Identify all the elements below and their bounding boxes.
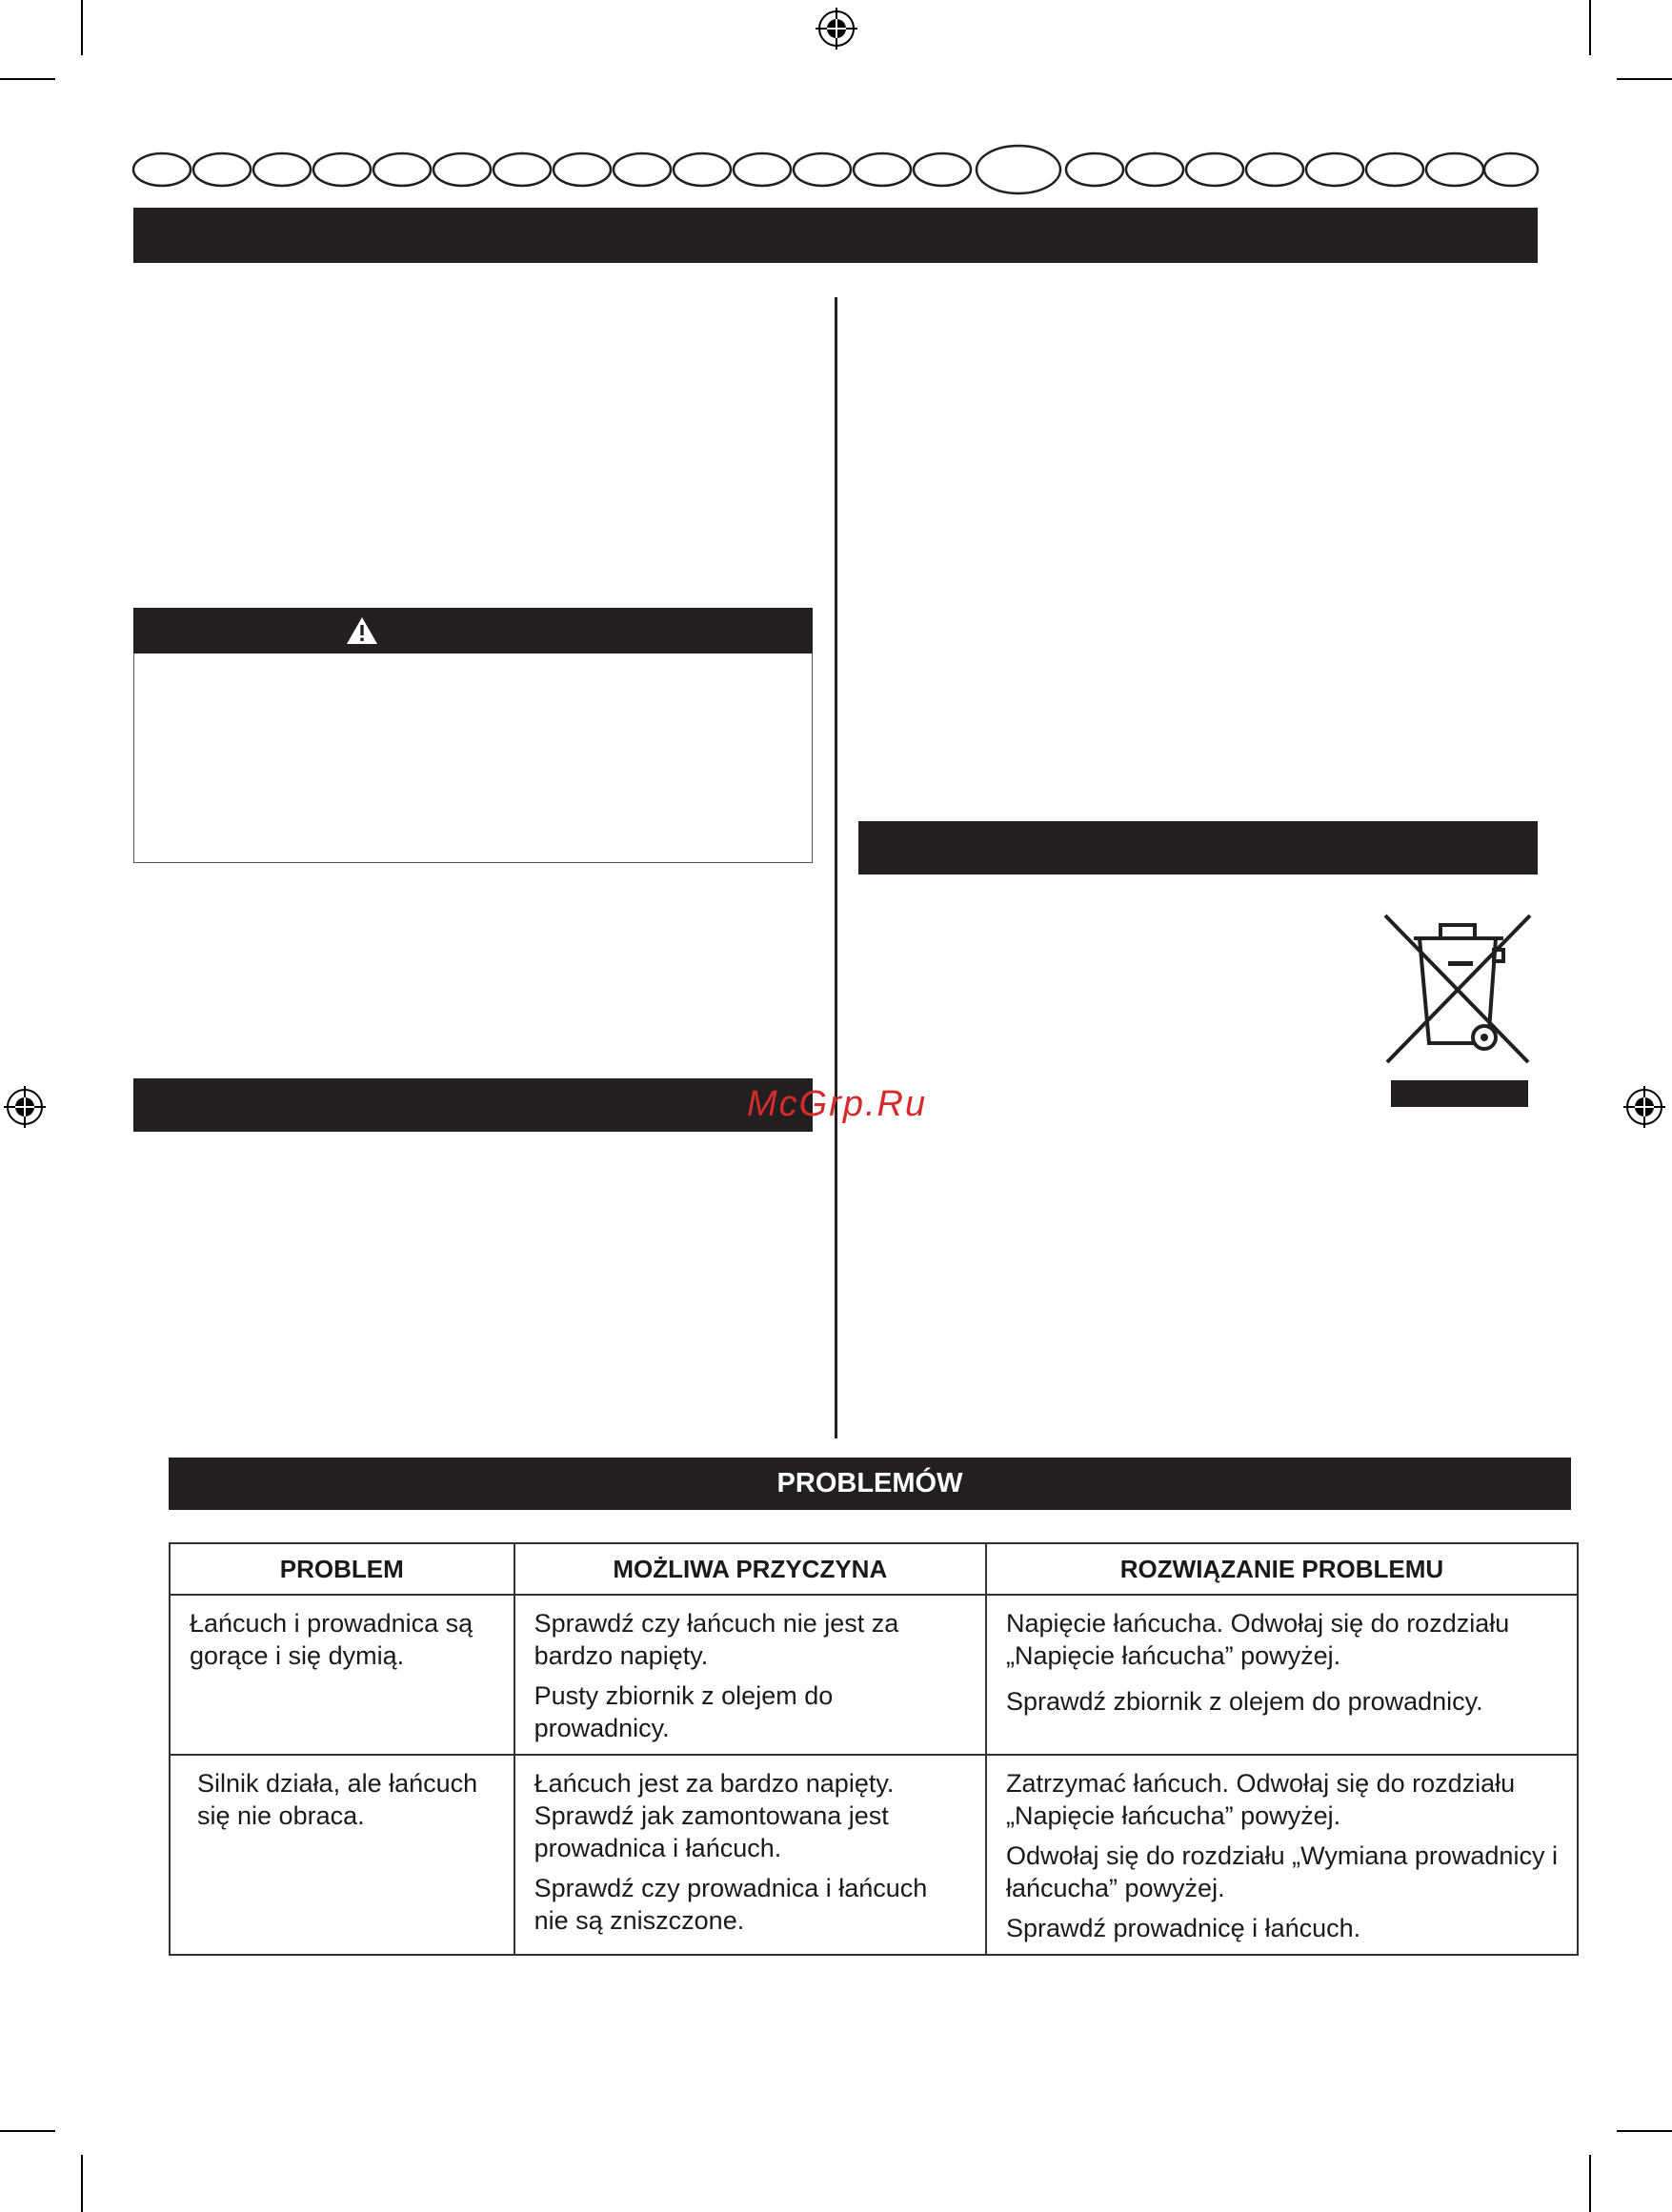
crop-mark — [1589, 2155, 1591, 2212]
column-divider — [835, 297, 837, 1438]
crop-mark — [0, 78, 55, 80]
crop-mark — [1589, 0, 1591, 55]
table-header-row — [170, 1543, 1578, 1595]
column-header-problem: PROBLEM — [170, 1543, 514, 1595]
crossed-out-wheelie-bin-icon — [1380, 910, 1536, 1072]
problem-cell — [170, 1755, 514, 1955]
language-tabs — [131, 143, 1541, 200]
troubleshooting-table — [169, 1542, 1579, 1956]
column-header-cause: MOŻLIWA PRZYCZYNA — [514, 1543, 986, 1595]
cause-text: Łańcuch jest za bardzo napięty. Sprawdź jak zamontowana jest prowadnica i łańcuch. — [534, 1769, 895, 1862]
column-header-solution: ROZWIĄZANIE PROBLEMU — [986, 1543, 1578, 1595]
warning-triangle-icon — [345, 615, 379, 646]
problem-text: Łańcuch i prowadnica są gorące i się dymią. — [190, 1609, 473, 1670]
registration-mark-icon — [816, 8, 857, 50]
warning-header — [133, 608, 813, 654]
section-bar-right — [858, 821, 1538, 875]
problem-text: Silnik działa, ale łańcuch się nie obraca. — [197, 1769, 478, 1830]
solution-cell — [986, 1755, 1578, 1955]
problem-cell — [170, 1595, 514, 1755]
weee-label-bar — [1391, 1080, 1528, 1107]
table-row — [170, 1595, 1578, 1755]
troubleshooting-title: PROBLEMÓW — [169, 1458, 1571, 1510]
cause-cell — [514, 1595, 986, 1755]
cause-cell — [514, 1755, 986, 1955]
cause-text: Sprawdź czy prowadnica i łańcuch nie są zniszczone. — [534, 1874, 928, 1935]
crop-mark — [81, 2155, 83, 2212]
cause-text: Sprawdź czy łańcuch nie jest za bardzo napięty. — [534, 1609, 899, 1670]
registration-mark-icon — [4, 1086, 46, 1128]
solution-text: Napięcie łańcucha. Odwołaj się do rozdziału „Napięcie łańcucha” powyżej. — [1005, 1609, 1510, 1670]
solution-text: Sprawdź prowadnicę i łańcuch. — [1005, 1914, 1361, 1942]
table-row — [170, 1755, 1578, 1955]
solution-text: Odwołaj się do rozdziału „Wymiana prowadnicy i łańcucha” powyżej. — [1005, 1841, 1558, 1902]
section-bar-left — [133, 1078, 813, 1132]
crop-mark — [0, 2130, 55, 2132]
watermark: McGrp.Ru — [747, 1084, 928, 1124]
header-bar — [133, 208, 1538, 263]
solution-cell — [986, 1595, 1578, 1755]
crop-mark — [81, 0, 83, 55]
solution-text: Sprawdź zbiornik z olejem do prowadnicy. — [1005, 1687, 1483, 1716]
crop-mark — [1617, 2130, 1672, 2132]
registration-mark-icon — [1623, 1086, 1665, 1128]
cause-text: Pusty zbiornik z olejem do prowadnicy. — [534, 1681, 834, 1742]
crop-mark — [1617, 78, 1672, 80]
solution-text: Zatrzymać łańcuch. Odwołaj się do rozdziału „Napięcie łańcucha” powyżej. — [1005, 1769, 1516, 1830]
